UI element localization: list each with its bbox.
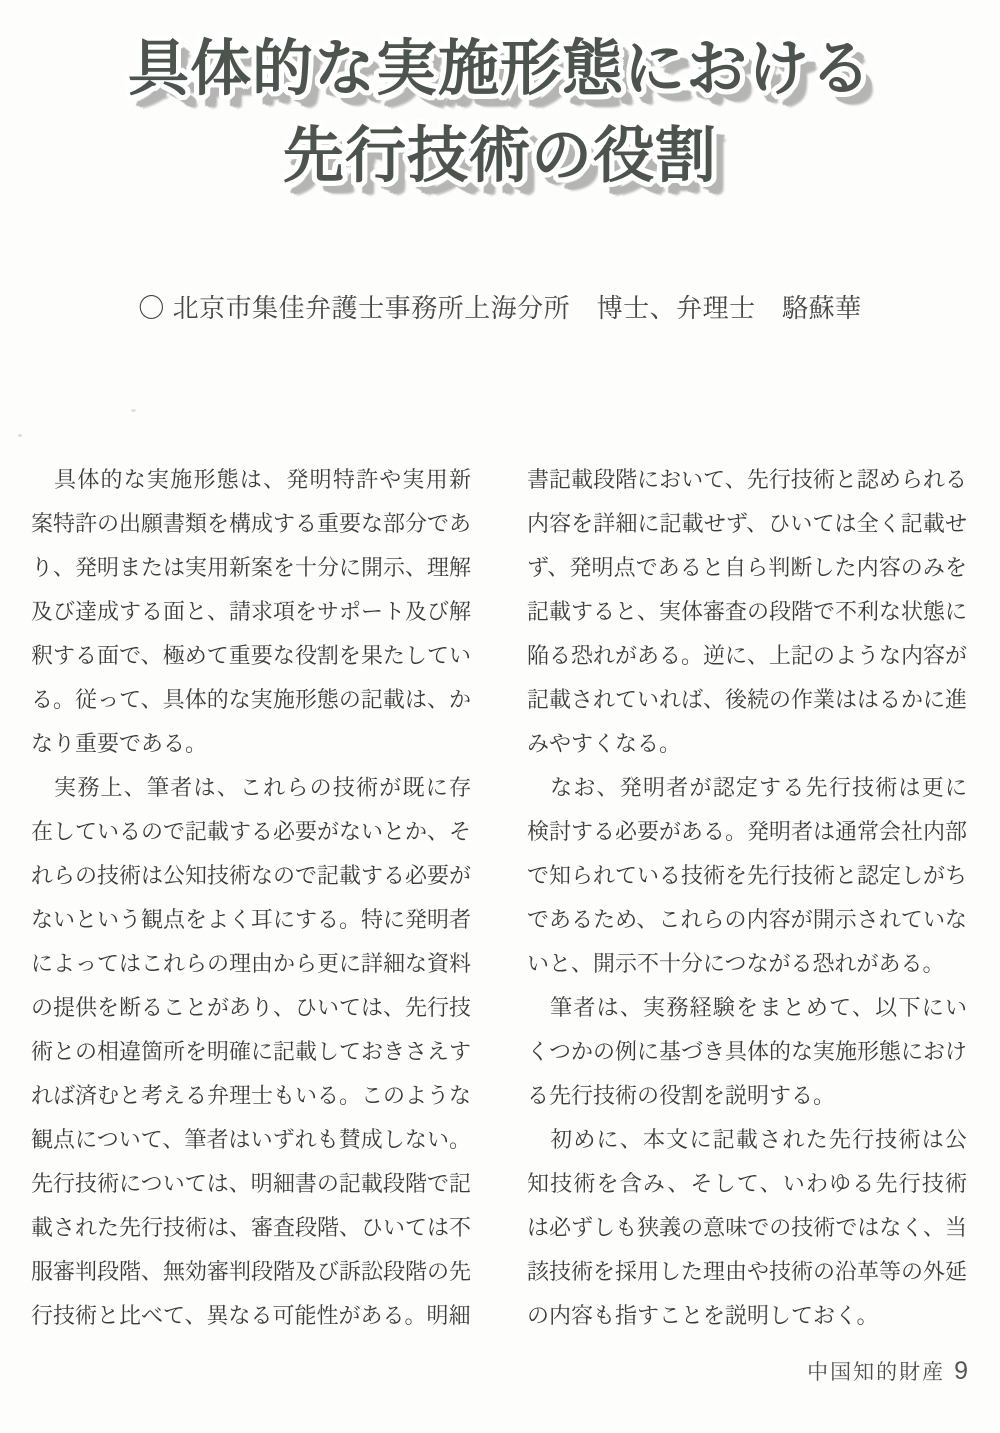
page-title-line-2: 先行技術の役割 <box>282 121 717 190</box>
page-title-line-1: 具体的な実施形態における <box>127 34 872 103</box>
left-column <box>31 458 471 1338</box>
page-footer <box>807 1356 968 1386</box>
page-title <box>0 25 1000 199</box>
author-byline: 〇 北京市集佳弁護士事務所上海分所 博士、弁理士 駱蘇華 <box>138 293 862 323</box>
article-body <box>31 458 967 1338</box>
page-number: 9 <box>954 1357 968 1385</box>
journal-name: 中国知的財産 <box>807 1360 946 1384</box>
scan-speck <box>18 434 22 437</box>
paragraph-continuation: 書記載段階において、先行技術と認められる内容を詳細に記載せず、ひいては全く記載せず、発明点であると自ら判断した内容のみを記載すると、実体審査の段階で不利な状態に陥る恐れがある。逆に、上記のような内容が記載されていれば、後続の作業ははるかに進みやすくなる。 <box>527 467 968 756</box>
paragraph: 筆者は、実務経験をまとめて、以下にいくつかの例に基づき具体的な実施形態における先行技術の役割を説明する。 <box>527 995 968 1108</box>
paragraph: なお、発明者が認定する先行技術は更に検討する必要がある。発明者は通常会社内部で知られている技術を先行技術と認定しがちであるため、これらの内容が開示されていないと、開示不十分につながる恐れがある。 <box>527 775 968 976</box>
paragraph: 実務上、筆者は、これらの技術が既に存在しているので記載する必要がないとか、それらの技術は公知技術なので記載する必要がないという観点をよく耳にする。特に発明者によってはこれらの理由から更に詳細な資料の提供を断ることがあり、ひいては、先行技術との相違箇所を明確に記載しておきさえすれば済むと考える弁理士もいる。このような観点について、筆者はいずれも賛成しない。先行技術については、明細書の記載段階で記載された先行技術は、審査段階、ひいては不服審判段階、無効審判段階及び訴訟段階の先行技術と比べて、異なる可能性がある。明細 <box>31 775 472 1328</box>
paragraph: 具体的な実施形態は、発明特許や実用新案特許の出願書類を構成する重要な部分であり、発明または実用新案を十分に開示、理解及び達成する面と、請求項をサポート及び解釈する面で、極めて重要な役割を果たしている。従って、具体的な実施形態の記載は、かなり重要である。 <box>31 467 472 756</box>
paragraph: 初めに、本文に記載された先行技術は公知技術を含み、そして、いわゆる先行技術は必ずしも狭義の意味での技術ではなく、当該技術を採用した理由や技術の沿革等の外延の内容も指すことを説明しておく。 <box>527 1127 968 1328</box>
scan-speck <box>131 409 136 412</box>
right-column <box>527 458 967 1338</box>
